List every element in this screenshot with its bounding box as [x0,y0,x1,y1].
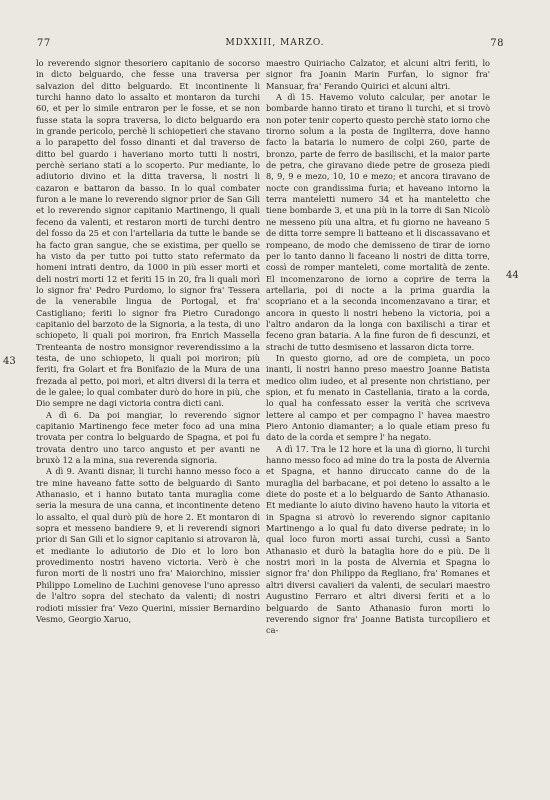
page-number-right: 78 [490,38,504,49]
left-column [36,58,260,625]
paragraph: A dì 15. Havemo voluto calcular, per anotar le bombarde hanno tirato et tirano li turchi, et si trovò non poter tenir coperto questo perchè stato iorno che tirorno solum a la posta de Ingilterra, dove hanno facto la bataria lo numero de colpi 260, parte de bronzo, parte de ferro de basilischi, et la maior parte de petra, che giravano diede petre de groseza piedi 8, 9, 9 e mezo, 10, 10 e mezo; et ancora tiravano de nocte con grandissima furia; et haveano intorno la terra manteletti numero 34 et ha manteletto che tiene bombarde 3, et una più in la torre di San Nicolò ne messeno più una altra, et fu giorno ne haveano 5 de ditta torre sempre li batteano et li discassavano et rompeano, de modo che demisseno de tirar de iorno per lo tanto danno li faceano li nostri de ditta torre, cossì de romper manteleti, come mortalità de zente. El incomenzarono de iorno a coprire de terra la artellaria, poi di nocte a la prima guardia la scopriano et a la seconda incomenzavano a tirar, et ancora in questo li nostri hebeno la victoria, poi a l'altro andaron da la longa con baxilischi a tirar et feceno gran bataria. A la fine furon de fi descunzi, et strachi de tutto desmiseno et lassaron dicta torre. [266,92,490,352]
paragraph: A dì 9. Avanti disnar, li turchi hanno messo foco a tre mine haveano fatte sotto de belguardo di Santo Athanasio, et i hanno butato tanta muraglia come seria la mesura de una canna, et incontinente deteno lo assalto, el qual durò più de hore 2. Et montaron di sopra et messeno bandiere 9, et li reverendi signori prior di San Gili et lo signor capitanio si atrovaron là, et mediante lo adiutorio de Dio et lo loro bon provedimento nostri haveno victoria. Verò è che furon morti de li nostri uno fra' Maiorchino, missier Philippo Lomelino de Luchini genovese l'uno apresso de l'altro sopra del stechato da valenti; di nostri rodioti missier fra' Vezo Querini, missier Bernardino Vesmo, Georgio Xaruo, [36,466,260,624]
margin-number-left: 43 [3,356,16,367]
paragraph: A dì 17. Tra le 12 hore et la una dì giorno, li turchi hanno messo foco ad mine do tra la posta de Alvernia et Spagna, et hanno diruccato canne do de la muraglia del barbacane, et poi deteno lo assalto a le diete do poste et a lo belguardo de Santo Athanasio. Et mediante lo aiuto divino haveno hauto la vitoria et in Spagna si atrovò lo reverendo signor capitanio Martinengo a lo qual fu dato diverse pedrate; in lo qual loco furon morti assai turchi, cussì a Santo Athanasio et durò la bataglia hore do e più. De li nostri morì in la posta de Alvernia et Spagna lo signor fra' don Philippo da Regliano, fra' Romanes et altri diversi cavalieri da valenti, de seculari maestro Augustino Ferraro et altri diversi feriti et a lo belguardo de Santo Athanasio furon morti lo reverendo signor fra' Joanne Batista turcopiliero et ca- [266,443,490,636]
page-number-left: 77 [37,38,51,49]
paragraph: maestro Quiriacho Calzator, et alcuni altri feriti, lo signor fra Joanin Marin Furfan, lo signor fra' Mansuar, fra' Ferando Quirici et alcuni altri. [266,58,490,91]
right-column [266,58,490,637]
margin-number-right: 44 [506,270,519,281]
paragraph: In questo giorno, ad ore de compieta, un poco inanti, li nostri hanno preso maestro Joanne Batista medico olim iudeo, et al presente non christiano, per spion, et fu menato in Castellania, tirato a la corda, lo qual ha confessato esser la verità che scriveva lettere al campo et per compagno l' havea maestro Piero Antonio diamanter; a lo quale etiam preso fu dato de la corda et sempre l' ha negato. [266,352,490,443]
paragraph: A dì 6. Da poi mangiar, lo reverendo signor capitanio Martinengo fece meter foco ad una mina trovata per contra lo belguardo de Spagna, et poi fu trovata dentro uno tarco angusto et per avanti ne bruxò 12 a la mina, sua reverenda signoria. [36,409,260,466]
page-header [0,38,550,54]
running-title: MDXXIII, MARZO. [225,38,325,48]
paragraph: lo reverendo signor thesoriero capitanio de socorso in dicto belguardo, che fesse una traversa per salvazion del ditto belguardo. Et incontinente li turchi hanno dato lo assalto et montaron da turchi 60, et per lo simile entraron per le fosse, et se non fusse stata la sopra traversa, lo dicto belguardo era in grande pericolo, perchè li schiopetieri che stavano a lo parapetto del fosso dinanti et dal traverso de ditto bel guardo i haveriano morto tutti li nostri, perchè seriano stati a lo scoperto. Pur mediante, lo adiutorio divino et la ditta traversa, li nostri li cazaron e battaron da basso. In lo qual combater furon a le mane lo reverendo signor prior de San Gili et lo reverendo signor capitanio Martinengo, li quali feceno da valenti, et restaron morti de turchi dentro del fosso da 25 et con l'artellaria da tutte le bande se ha facto gran sangue, che se existima, per quello se ha visto da per tutto poi tutto stato refermato da homeni intrati dentro, da 1000 in più esser morti et deli nostri morti 12 et feriti 15 in 20, fra li quali morì lo signor fra' Pedro Purdomo, lo signor fra' Tessera de la venerabile lingua de Portogal, et fra' Castigliano; feriti lo signor fra Pietro Curadongo capitanio del barzoto de la Signoria, a la testa, di uno schiopeto, li quali poi moriron, fra Enrich Massella Trenteanta de nostro monsignor reverendissimo a la testa, de uno schiopeto, li quali poi moriron; più feriti, fra Golart et fra Bonifazio de la Mura de una frezada al petto, poi morì, et altri diversi di la terra et de le galee; lo qual combater durò do hore in più, che Dio sempre ne dagi victoria contra dicti cani. [36,58,260,409]
